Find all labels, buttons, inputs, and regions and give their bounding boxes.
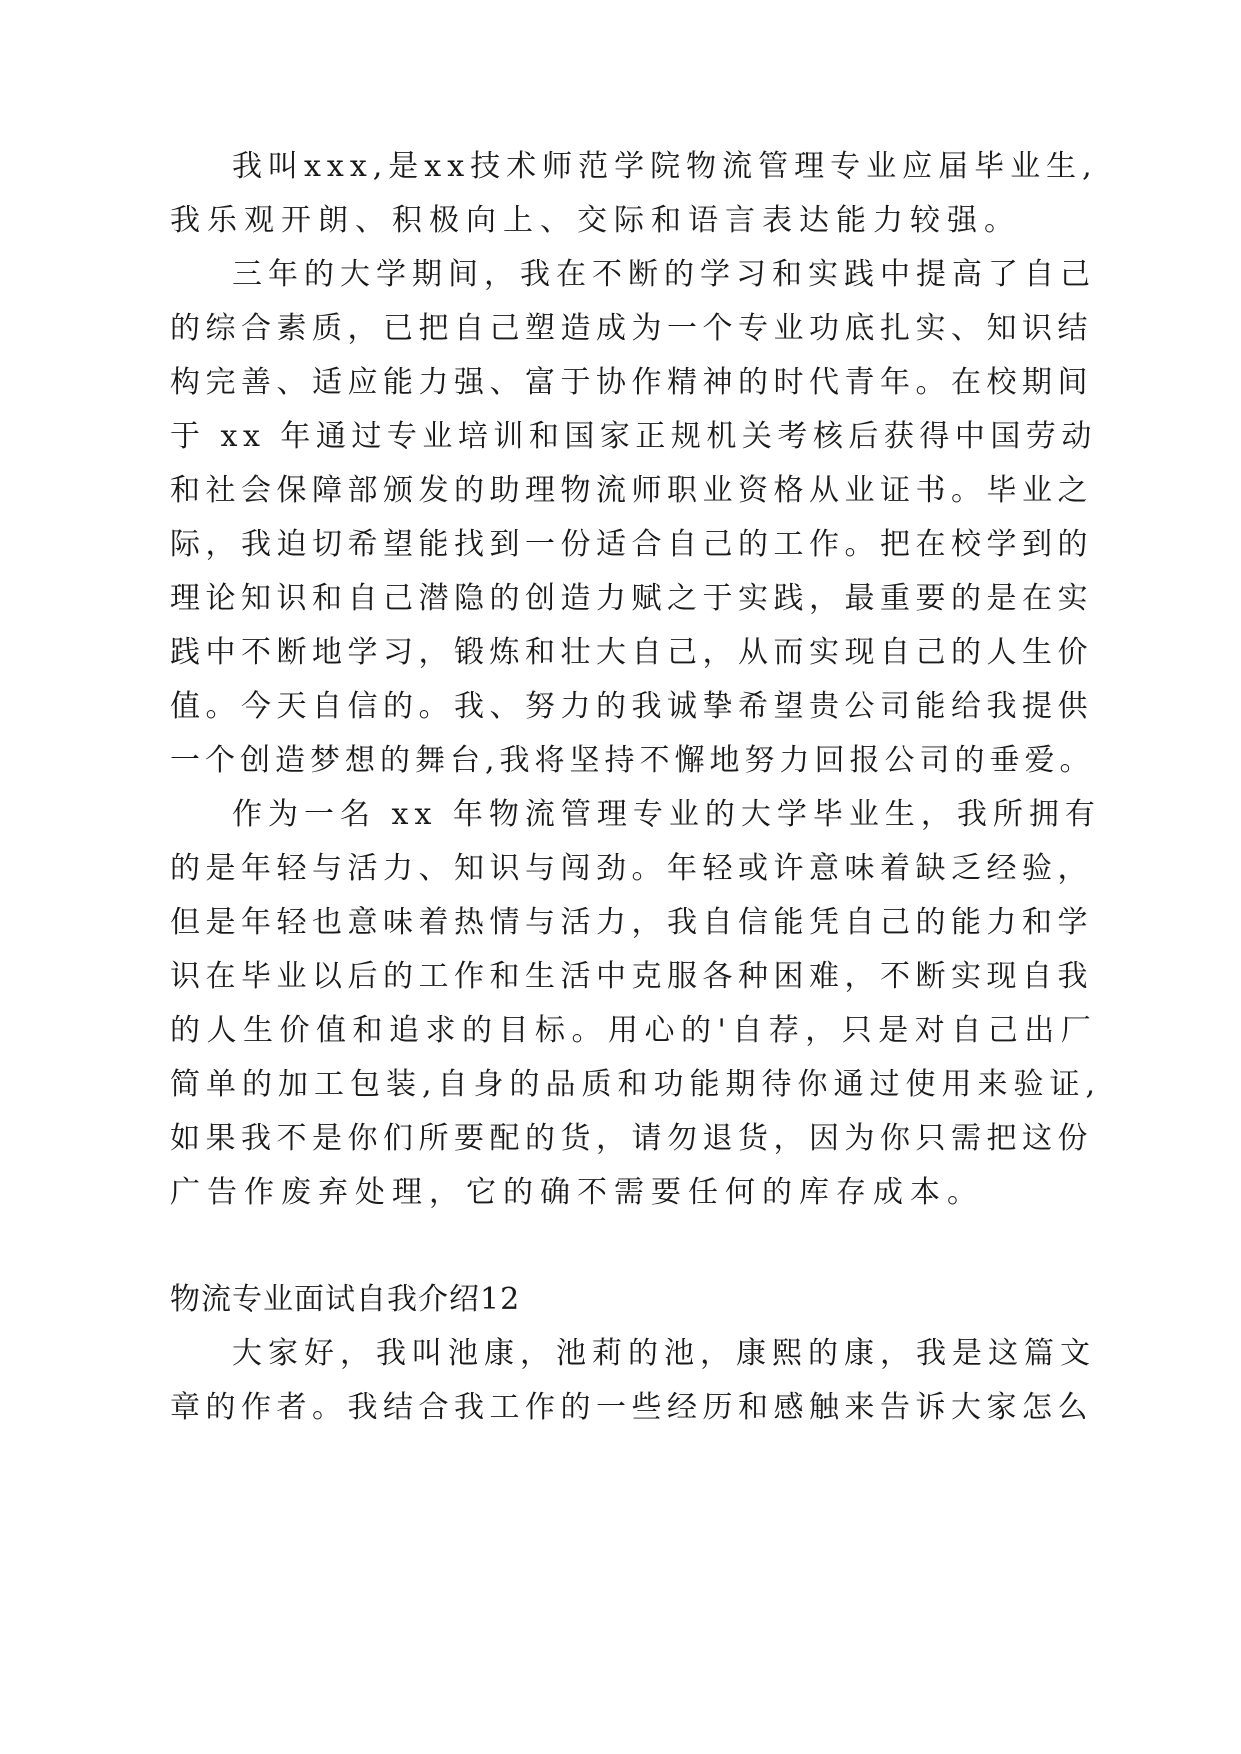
paragraph-2-line-4: 于 xx 年通过专业培训和国家正规机关考核后获得中国劳动	[170, 419, 1097, 454]
paragraph-2-line-9: 值。今天自信的。我、努力的我诚挚希望贵公司能给我提供	[170, 689, 1093, 724]
paragraph-2-line-7: 理论知识和自己潜隐的创造力赋之于实践，最重要的是在实	[170, 581, 1093, 616]
paragraph-2-line-2: 的综合素质，已把自己塑造成为一个专业功底扎实、知识结	[170, 311, 1093, 346]
paragraph-3-line-3: 但是年轻也意味着热情与活力，我自信能凭自己的能力和学	[170, 905, 1093, 940]
paragraph-3-line-4: 识在毕业以后的工作和生活中克服各种困难，不断实现自我	[170, 959, 1093, 994]
section-heading: 物流专业面试自我介绍12	[170, 1282, 521, 1317]
paragraph-2-line-1: 三年的大学期间，我在不断的学习和实践中提高了自己	[232, 257, 1096, 292]
paragraph-3-line-1: 作为一名 xx 年物流管理专业的大学毕业生，我所拥有	[232, 797, 1101, 832]
paragraph-2-line-3: 构完善、适应能力强、富于协作精神的时代青年。在校期间	[170, 365, 1093, 400]
paragraph-3-line-8: 广告作废弃处理，它的确不需要任何的库存成本。	[170, 1175, 984, 1210]
paragraph-1-line-2: 我乐观开朗、积极向上、交际和语言表达能力较强。	[170, 203, 1021, 238]
paragraph-3-line-6: 简单的加工包装,自身的品质和功能期待你通过使用来验证,	[170, 1067, 1102, 1102]
paragraph-3-line-7: 如果我不是你们所要配的货，请勿退货，因为你只需把这份	[170, 1121, 1093, 1156]
paragraph-2-line-10: 一个创造梦想的舞台,我将坚持不懈地努力回报公司的垂爱。	[170, 743, 1095, 778]
paragraph-3-line-5: 的人生价值和追求的目标。用心的'自荐，只是对自己出厂	[170, 1013, 1098, 1048]
section-paragraph-line-1: 大家好，我叫池康，池莉的池，康熙的康，我是这篇文	[232, 1336, 1096, 1371]
paragraph-3-line-2: 的是年轻与活力、知识与闯劲。年轻或许意味着缺乏经验，	[170, 851, 1093, 886]
paragraph-2-line-5: 和社会保障部颁发的助理物流师职业资格从业证书。毕业之	[170, 473, 1093, 508]
paragraph-2-line-8: 践中不断地学习，锻炼和壮大自己，从而实现自己的人生价	[170, 635, 1093, 670]
paragraph-1-line-1: 我叫xxx,是xx技术师范学院物流管理专业应届毕业生,	[232, 149, 1098, 184]
section-paragraph-line-2: 章的作者。我结合我工作的一些经历和感触来告诉大家怎么	[170, 1390, 1093, 1425]
paragraph-2-line-6: 际，我迫切希望能找到一份适合自己的工作。把在校学到的	[170, 527, 1093, 562]
